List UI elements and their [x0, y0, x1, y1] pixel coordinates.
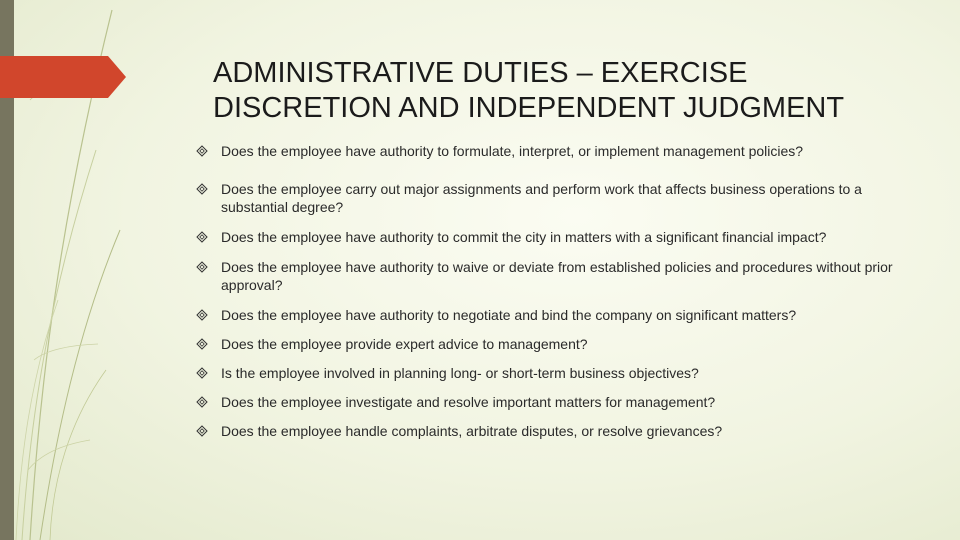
bullet-item — [196, 228, 916, 246]
diamond-outline-icon — [196, 338, 208, 350]
bullet-item — [196, 258, 916, 294]
bullet-text: Does the employee have authority to waive or deviate from established policies and procedures without prior approval? — [221, 259, 893, 293]
diamond-outline-icon — [196, 367, 208, 379]
bullet-list — [196, 142, 916, 440]
bullet-text: Does the employee have authority to commit the city in matters with a significant financial impact? — [221, 229, 827, 245]
bullet-text: Does the employee handle complaints, arbitrate disputes, or resolve grievances? — [221, 423, 723, 439]
bullet-text: Does the employee provide expert advice to management? — [221, 336, 588, 352]
bullet-text: Does the employee have authority to negotiate and bind the company on significant matters? — [221, 307, 797, 323]
bullet-item — [196, 180, 916, 216]
bullet-item — [196, 306, 916, 324]
bullet-text: Is the employee involved in planning long- or short-term business objectives? — [221, 365, 699, 381]
slide-title: ADMINISTRATIVE DUTIES – EXERCISE DISCRETION AND INDEPENDENT JUDGMENT — [213, 57, 845, 124]
diamond-outline-icon — [196, 396, 208, 408]
diamond-outline-icon — [196, 183, 208, 195]
bullet-item — [196, 393, 916, 411]
diamond-outline-icon — [196, 261, 208, 273]
bullet-item — [196, 364, 916, 382]
bullet-item — [196, 142, 916, 160]
bullet-item — [196, 335, 916, 353]
bullet-text: Does the employee have authority to formulate, interpret, or implement management policies? — [221, 143, 804, 159]
title-accent-arrow — [0, 56, 126, 98]
diamond-outline-icon — [196, 145, 208, 157]
bullet-item — [196, 422, 916, 440]
bullet-text: Does the employee investigate and resolve important matters for management? — [221, 394, 716, 410]
bullet-text: Does the employee carry out major assignments and perform work that affects business operations to a substantial degree? — [221, 181, 862, 215]
diamond-outline-icon — [196, 231, 208, 243]
diamond-outline-icon — [196, 309, 208, 321]
diamond-outline-icon — [196, 425, 208, 437]
